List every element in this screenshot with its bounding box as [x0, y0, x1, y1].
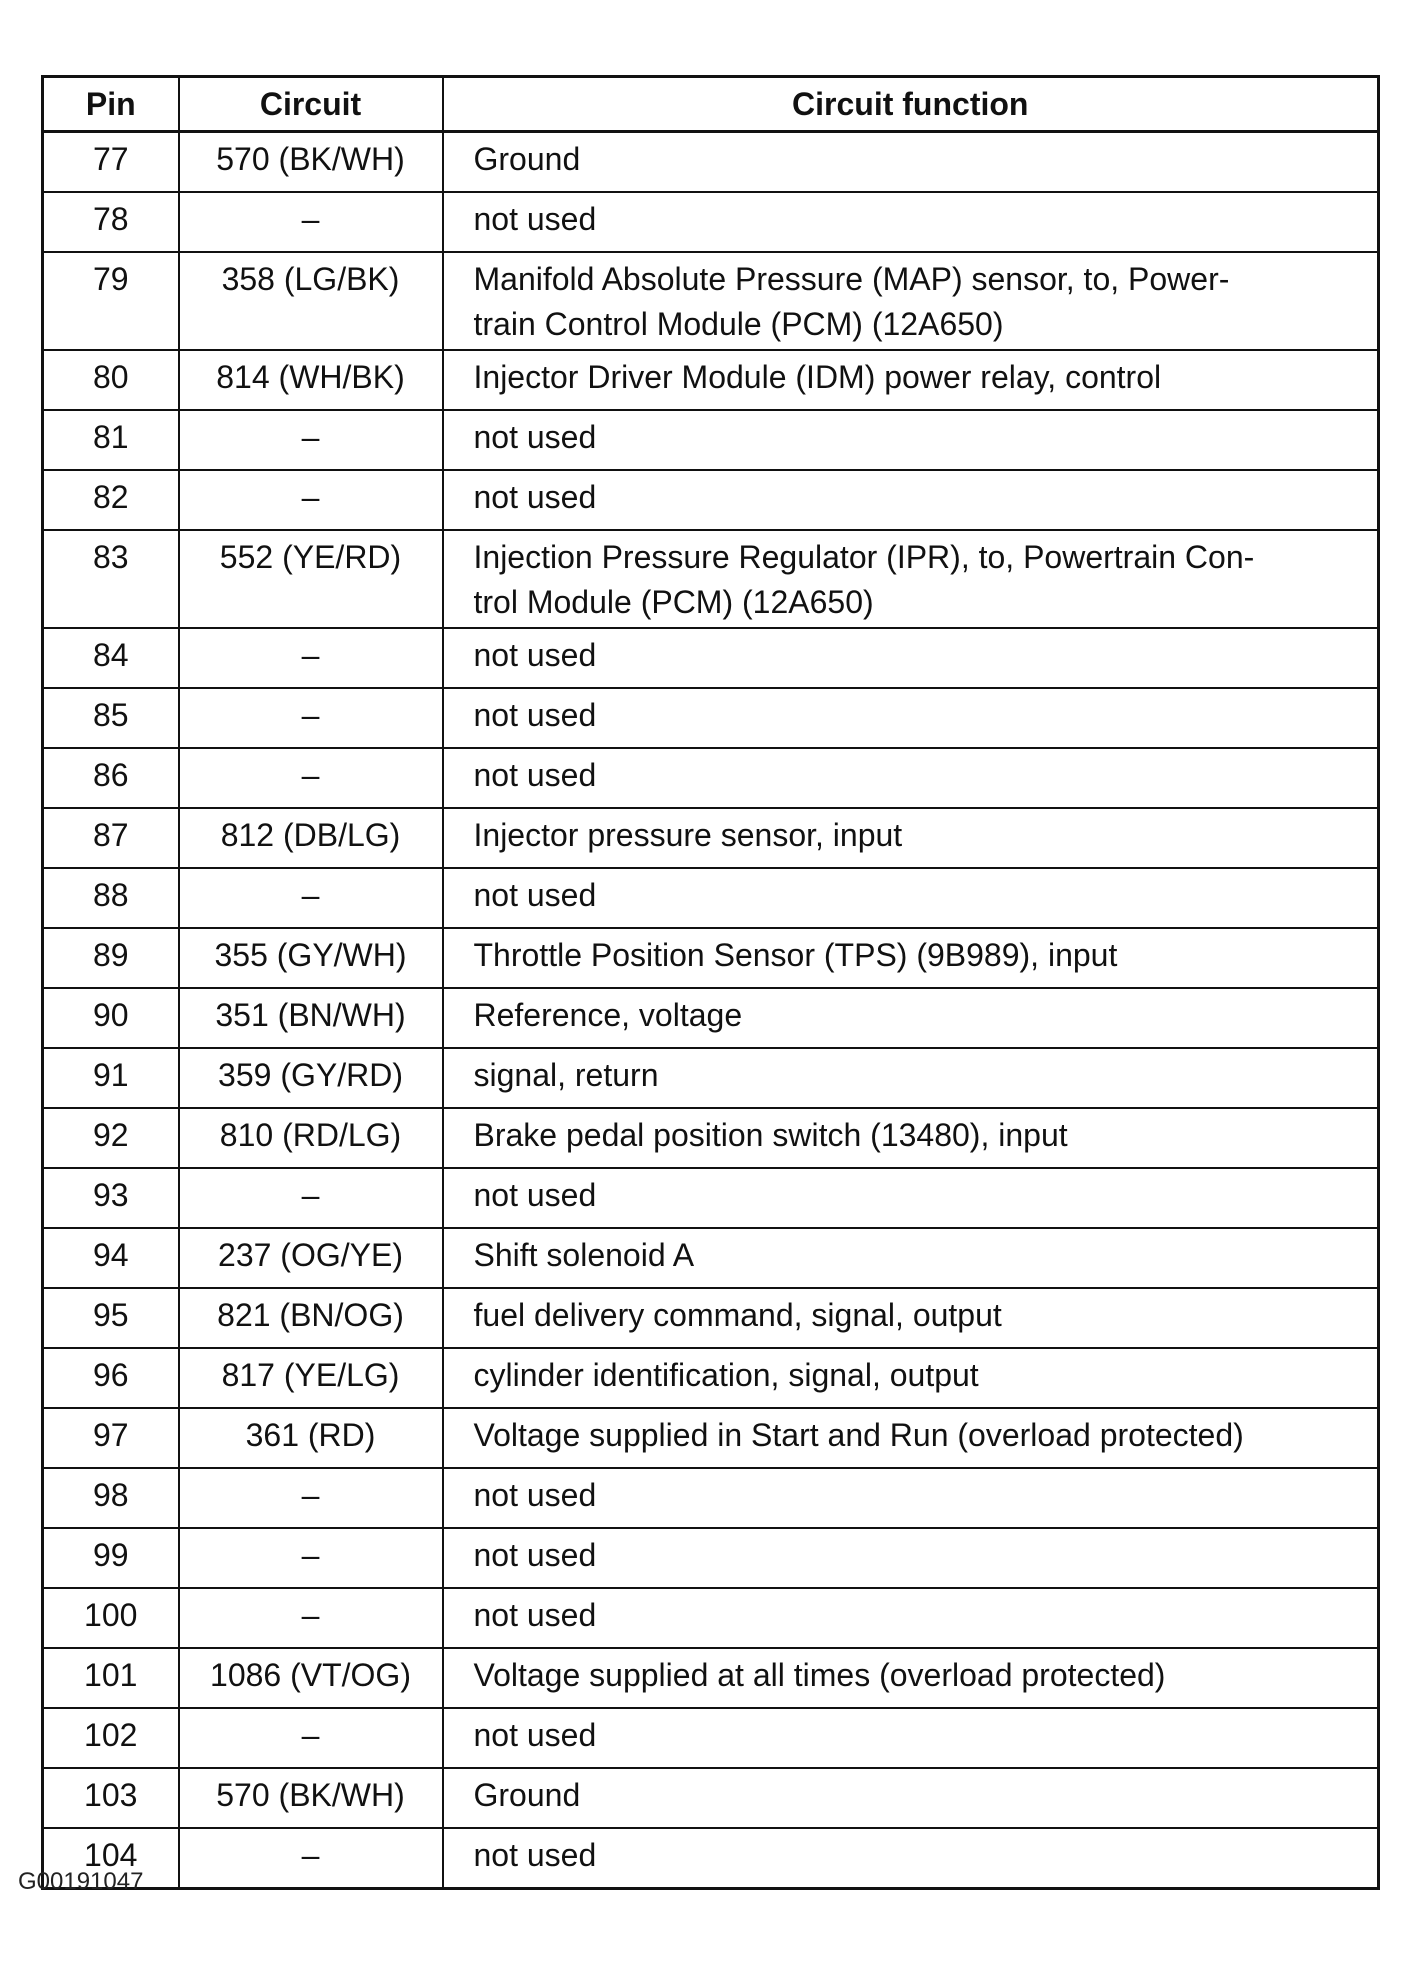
circuit-function-text: Reference, voltage	[473, 997, 743, 1033]
circuit-cell: 1086 (VT/OG)	[179, 1648, 443, 1708]
circuit-function-text: not used	[473, 479, 597, 515]
table-row	[43, 748, 1379, 808]
circuit-function-text: Injector pressure sensor, input	[473, 817, 903, 853]
pin-cell: 103	[43, 1768, 179, 1828]
circuit-cell: 358 (LG/BK)	[179, 252, 443, 350]
table-row	[43, 808, 1379, 868]
circuit-function-text: Shift solenoid A	[473, 1237, 695, 1273]
circuit-cell: 552 (YE/RD)	[179, 530, 443, 628]
circuit-cell: –	[179, 628, 443, 688]
table-row	[43, 1168, 1379, 1228]
pin-cell: 78	[43, 192, 179, 252]
circuit-function-cell	[443, 928, 1379, 988]
circuit-column-header: Circuit	[179, 77, 443, 132]
circuit-cell: –	[179, 1168, 443, 1228]
circuit-cell: –	[179, 748, 443, 808]
circuit-function-cell	[443, 1228, 1379, 1288]
circuit-function-cell	[443, 868, 1379, 928]
pin-cell: 88	[43, 868, 179, 928]
circuit-function-cell	[443, 1108, 1379, 1168]
pin-cell: 81	[43, 410, 179, 470]
circuit-function-text: Brake pedal position switch (13480), input	[473, 1117, 1068, 1153]
circuit-cell: 361 (RD)	[179, 1408, 443, 1468]
table-row	[43, 132, 1379, 193]
circuit-function-cell	[443, 988, 1379, 1048]
circuit-function-cell	[443, 1528, 1379, 1588]
table-row	[43, 470, 1379, 530]
table-row	[43, 1408, 1379, 1468]
table-row	[43, 628, 1379, 688]
pin-cell: 85	[43, 688, 179, 748]
pin-cell: 86	[43, 748, 179, 808]
circuit-function-text: not used	[473, 201, 597, 237]
circuit-function-text: not used	[473, 637, 597, 673]
circuit-cell: –	[179, 1528, 443, 1588]
pin-cell: 97	[43, 1408, 179, 1468]
pin-column-header: Pin	[43, 77, 179, 132]
table-row	[43, 1768, 1379, 1828]
circuit-function-cell	[443, 1288, 1379, 1348]
circuit-cell: –	[179, 868, 443, 928]
circuit-function-text: Ground	[473, 1777, 581, 1813]
circuit-cell: 570 (BK/WH)	[179, 1768, 443, 1828]
circuit-function-cell	[443, 688, 1379, 748]
circuit-cell: 814 (WH/BK)	[179, 350, 443, 410]
circuit-function-cell	[443, 1768, 1379, 1828]
table-row	[43, 530, 1379, 628]
table-row	[43, 410, 1379, 470]
circuit-cell: –	[179, 1588, 443, 1648]
circuit-cell: –	[179, 1708, 443, 1768]
pin-cell: 101	[43, 1648, 179, 1708]
circuit-function-text: Voltage supplied at all times (overload protected)	[473, 1657, 1166, 1693]
circuit-cell: –	[179, 410, 443, 470]
pin-cell: 95	[43, 1288, 179, 1348]
pinout-table	[41, 75, 1380, 1890]
pin-cell: 99	[43, 1528, 179, 1588]
table-header	[43, 77, 1379, 132]
circuit-function-text: trol Module (PCM) (12A650)	[473, 584, 874, 620]
circuit-function-cell	[443, 748, 1379, 808]
circuit-cell: –	[179, 470, 443, 530]
circuit-cell: 351 (BN/WH)	[179, 988, 443, 1048]
table-row	[43, 688, 1379, 748]
table-row	[43, 1108, 1379, 1168]
circuit-function-text: not used	[473, 1597, 597, 1633]
circuit-function-text: Voltage supplied in Start and Run (overload protected)	[473, 1417, 1244, 1453]
circuit-function-text: fuel delivery command, signal, output	[473, 1297, 1002, 1333]
pin-cell: 92	[43, 1108, 179, 1168]
pin-cell: 91	[43, 1048, 179, 1108]
circuit-function-cell	[443, 1468, 1379, 1528]
pin-cell: 82	[43, 470, 179, 530]
circuit-function-cell	[443, 808, 1379, 868]
pin-cell: 96	[43, 1348, 179, 1408]
table-row	[43, 1648, 1379, 1708]
table-row	[43, 1228, 1379, 1288]
pin-cell: 104	[43, 1828, 179, 1889]
circuit-function-text: signal, return	[473, 1057, 659, 1093]
circuit-function-cell	[443, 470, 1379, 530]
pin-cell: 90	[43, 988, 179, 1048]
table-row	[43, 1588, 1379, 1648]
pin-cell: 80	[43, 350, 179, 410]
circuit-cell: 237 (OG/YE)	[179, 1228, 443, 1288]
circuit-function-cell	[443, 1708, 1379, 1768]
circuit-function-cell	[443, 410, 1379, 470]
circuit-function-text: train Control Module (PCM) (12A650)	[473, 306, 1004, 342]
circuit-function-text: not used	[473, 419, 597, 455]
circuit-function-text: not used	[473, 1837, 597, 1873]
pin-cell: 79	[43, 252, 179, 350]
header-row	[43, 77, 1379, 132]
circuit-function-text: Throttle Position Sensor (TPS) (9B989), input	[473, 937, 1118, 973]
circuit-function-cell	[443, 1348, 1379, 1408]
circuit-function-text: not used	[473, 1717, 597, 1753]
table-row	[43, 988, 1379, 1048]
circuit-function-cell	[443, 1408, 1379, 1468]
circuit-cell: –	[179, 1828, 443, 1889]
pin-cell: 89	[43, 928, 179, 988]
pin-cell: 84	[43, 628, 179, 688]
circuit-function-text: not used	[473, 697, 597, 733]
table-row	[43, 1828, 1379, 1889]
pin-cell: 100	[43, 1588, 179, 1648]
pin-cell: 93	[43, 1168, 179, 1228]
circuit-function-text: Ground	[473, 141, 581, 177]
circuit-function-cell	[443, 132, 1379, 193]
circuit-function-cell	[443, 1048, 1379, 1108]
circuit-function-cell	[443, 1648, 1379, 1708]
table-row	[43, 1468, 1379, 1528]
circuit-function-cell	[443, 530, 1379, 628]
table-row	[43, 350, 1379, 410]
circuit-function-text: not used	[473, 1537, 597, 1573]
circuit-function-cell	[443, 1588, 1379, 1648]
circuit-function-text: not used	[473, 877, 597, 913]
circuit-function-cell	[443, 628, 1379, 688]
table-row	[43, 928, 1379, 988]
pin-cell: 77	[43, 132, 179, 193]
table-row	[43, 1348, 1379, 1408]
table-row	[43, 1528, 1379, 1588]
circuit-function-cell	[443, 1168, 1379, 1228]
table-row	[43, 1288, 1379, 1348]
table-row	[43, 1048, 1379, 1108]
circuit-function-text: Injection Pressure Regulator (IPR), to, Powertrain Con-	[473, 539, 1255, 575]
pin-cell: 87	[43, 808, 179, 868]
circuit-function-text: not used	[473, 1477, 597, 1513]
circuit-cell: 355 (GY/WH)	[179, 928, 443, 988]
table-row	[43, 1708, 1379, 1768]
circuit-cell: 810 (RD/LG)	[179, 1108, 443, 1168]
circuit-function-text: Manifold Absolute Pressure (MAP) sensor, to, Power-	[473, 261, 1230, 297]
circuit-function-cell	[443, 252, 1379, 350]
circuit-cell: 821 (BN/OG)	[179, 1288, 443, 1348]
table-row	[43, 252, 1379, 350]
figure-id: G00191047	[18, 1868, 144, 1895]
circuit-function-text: cylinder identification, signal, output	[473, 1357, 979, 1393]
table-row	[43, 868, 1379, 928]
table-row	[43, 192, 1379, 252]
circuit-cell: 359 (GY/RD)	[179, 1048, 443, 1108]
circuit-function-column-header: Circuit function	[443, 77, 1379, 132]
circuit-function-text: not used	[473, 1177, 597, 1213]
pin-cell: 94	[43, 1228, 179, 1288]
circuit-function-text: not used	[473, 757, 597, 793]
circuit-cell: –	[179, 1468, 443, 1528]
circuit-function-cell	[443, 192, 1379, 252]
circuit-function-cell	[443, 1828, 1379, 1889]
circuit-cell: –	[179, 192, 443, 252]
pin-cell: 98	[43, 1468, 179, 1528]
table-body	[43, 132, 1379, 1889]
circuit-function-cell	[443, 350, 1379, 410]
circuit-cell: 817 (YE/LG)	[179, 1348, 443, 1408]
circuit-cell: 812 (DB/LG)	[179, 808, 443, 868]
circuit-cell: 570 (BK/WH)	[179, 132, 443, 193]
circuit-function-text: Injector Driver Module (IDM) power relay, control	[473, 359, 1162, 395]
circuit-cell: –	[179, 688, 443, 748]
pin-cell: 102	[43, 1708, 179, 1768]
pin-cell: 83	[43, 530, 179, 628]
